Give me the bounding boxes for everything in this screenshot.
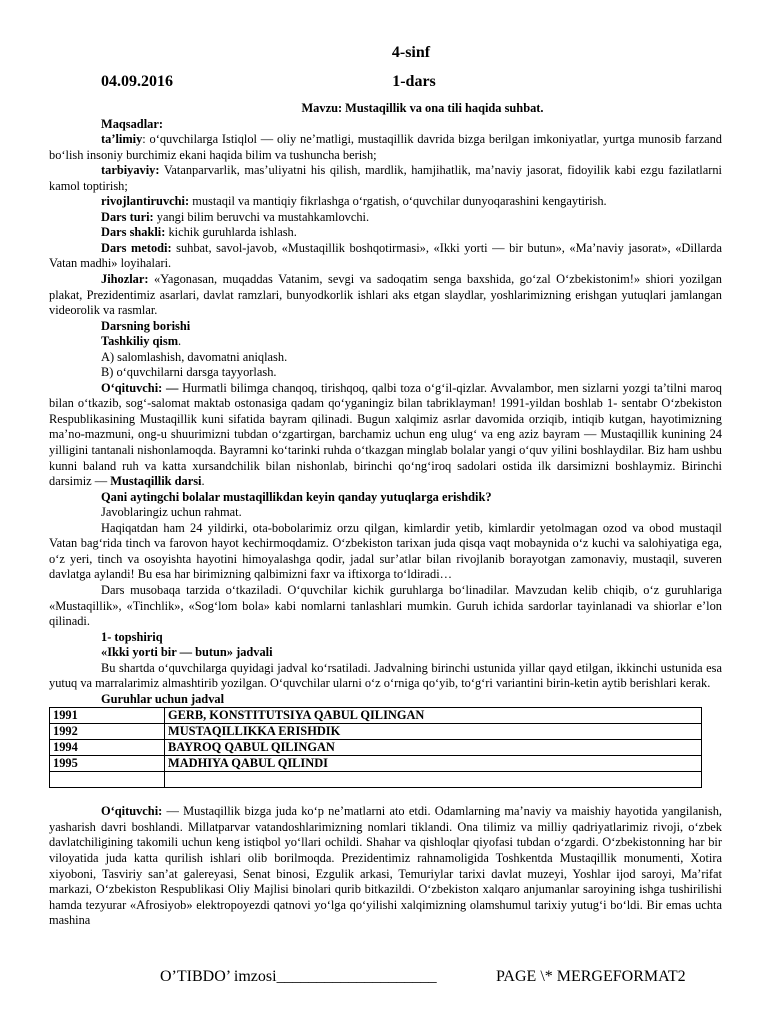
goal-item: ta’limiy: o‘quvchilarga Istiqlol — oliy ne’matligi, mustaqillik davrida bizga berilgan imkoniyatlar, yurtga munosib farzand bo‘lish insoniy burchimiz ekani haqida bilim va tushuncha berish; [49, 132, 722, 162]
event-cell [165, 772, 702, 788]
goal-item: Jihozlar: «Yagonasan, muqaddas Vatanim, sevgi va sadoqatim senga baxshida, go‘zal O‘zbekistonim!» shiori yozilgan plakat, Prezidentimiz asarlari, davlat ramzlari, bunyodkorlik ishlari aks etgan slaydlar, yoshlarimizning erishgan yutuqlari jamlangan videorolik va rasmlar. [49, 272, 722, 318]
table-row [50, 708, 702, 724]
history-paragraph: Haqiqatdan ham 24 yildirki, ota-bobolarimiz orzu qilgan, kimlardir yetib, kimlardir yetolmagan ozod va obod mustaqil Vatan bag‘rida tinch va farovon hayot kechirmoqdamiz. O‘zbekiston tarixan juda qisqa vaqt mobaynida o‘z kuchi va salohiyatiga ega, o‘z yeri, tinch va osoyishta hayotini himoyalashga qodir, jadal sur’atlar bilan rivojlanib borayotgan zamonaviy, mustaqil, suveren davlatga aylandi! Bu esa har birimizning qalbimizni faxr va iftixorga to‘ldiradi… [49, 520, 722, 582]
signature-line: O’TIBDO’ imzosi____________________ [160, 968, 437, 985]
task1-name: «Ikki yorti bir — butun» jadvali [101, 645, 273, 660]
task1-description: Bu shartda o‘quvchilarga quyidagi jadval ko‘rsatiladi. Jadvalning birinchi ustunida yillar qayd etilgan, ikkinchi ustunida esa yutuq va marralarimiz almashtirib yozilgan. O‘quvchilar ularni o‘z o‘rniga qo‘yib, to‘g‘ri variantini birin-ketin aytib berishlari kerak. [49, 660, 722, 691]
question: Qani aytingchi bolalar mustaqillikdan keyin qanday yutuqlarga erishdik? [101, 489, 492, 504]
org-heading: Tashkiliy qism. [101, 334, 182, 349]
task1-heading: 1- topshiriq [101, 629, 163, 644]
lesson-number: 1-dars [392, 73, 436, 90]
event-cell: MADHIYA QABUL QILINDI [165, 756, 702, 772]
goal-item: rivojlantiruvchi: mustaqil va mantiqiy fikrlashga o‘rgatish, o‘quvchilar dunyoqarashini kengaytirish. [101, 194, 607, 209]
spacer [49, 788, 722, 804]
org-item: B) o‘quvchilarni darsga tayyorlash. [101, 365, 277, 380]
year-cell: 1995 [50, 756, 165, 772]
year-cell: 1991 [50, 708, 165, 724]
table-title: Guruhlar uchun jadval [101, 691, 225, 706]
year-cell: 1992 [50, 724, 165, 740]
lesson-date: 04.09.2016 [101, 73, 173, 90]
lesson-topic: Mavzu: Mustaqillik va ona tili haqida suhbat. [301, 101, 544, 115]
goal-item: Dars metodi: suhbat, savol-javob, «Mustaqillik boshqotirmasi», «Ikki yorti — bir butun», «Ma’naviy jasorat», «Dillarda Vatan madhi» loyihalari. [49, 240, 722, 271]
document-body [49, 101, 722, 929]
table-row [50, 740, 702, 756]
table-row [50, 724, 702, 740]
page-footer [160, 968, 686, 986]
table-row [50, 772, 702, 788]
event-cell: BAYROQ QABUL QILINGAN [165, 740, 702, 756]
grade-heading: 4-sinf [391, 44, 431, 61]
goals-heading: Maqsadlar: [101, 116, 163, 131]
event-cell: GERB, KONSTITUTSIYA QABUL QILINGAN [165, 708, 702, 724]
goal-item: Dars shakli: kichik guruhlarda ishlash. [101, 225, 297, 240]
goal-item: tarbiyaviy: Vatanparvarlik, mas’uliyatni his qilish, mardlik, hamjihatlik, ma’naviy jasorat, fidoyilik kabi ezgu fazilatlarni kamol toptirish; [49, 163, 722, 193]
goal-item: Dars turi: yangi bilim beruvchi va mustahkamlovchi. [101, 209, 370, 224]
goals-list [49, 132, 722, 319]
page-field-code: PAGE \* MERGEFORMAT2 [496, 968, 686, 985]
org-item: A) salomlashish, davomatni aniqlash. [101, 349, 288, 364]
answers-thanks: Javoblaringiz uchun rahmat. [101, 505, 242, 520]
teacher-speech-2: O‘qituvchi: — Mustaqillik bizga juda ko‘p ne’matlarni ato etdi. Odamlarning ma’naviy va maishiy hayotida yangilanish, yasharish davri boshlandi. Millatparvar vatandoshlarimizning nomlari tiklandi. Ona tilimiz va milliy qadriyatlarimiz rivoji, o‘zbek davlatchiligining takomili uchun keng istiqbol yo‘llari ochildi. Shahar va qishloqlar qiyofasi tubdan o‘zgardi. O‘zbekistonning har bir viloyatida juda katta qurilish ishlari olib borilmoqda. Prezidentimiz rahnamoligida Toshkentda Mustaqillik monumenti, Xotira xiyoboni, Tasviriy san’at galereyasi, Senat binosi, Ezgulik arkasi, Temuriylar tarixi davlat muzeyi, Yoshlar ijod saroyi, Ma’rifat markazi, O‘zbekiston Respublikasi Oliy Majlisi binolari qurib bitkazildi. O‘zbekiston xalqaro anjumanlar saroyining ishga tushirilishi hamda tezyurar «Afrosiyob» elektropoyezdi qatnovi yo‘lga qo‘yilishi xalqimizning olamshumul tarixiy yutug‘i bo‘ldi. Bir emas uchta mashina [49, 804, 722, 928]
groups-table [49, 707, 702, 788]
groups-paragraph: Dars musobaqa tarzida o‘tkaziladi. O‘quvchilar kichik guruhlarga bo‘linadilar. Mavzudan kelib chiqib, o‘z guruhlariga «Mustaqillik», «Tinchlik», «Sog‘lom bola» kabi nomlarni tanlashlari mumkin. Guruh ichida sardorlar tayinlanadi va shiorlar e’lon qilinadi. [49, 582, 722, 629]
teacher-speech-1: O‘qituvchi: — Hurmatli bilimga chanqoq, tirishqoq, qalbi toza o‘g‘il-qizlar. Avvalambor, men sizlarni yozgi ta’tilni maroq bilan o‘tkazib, sog‘-salomat maktab ostonasiga qadam qo‘yganingiz bilan tabriklayman! 1991-yildan boshlab 1- sentabr O‘zbekiston Respublikasining Mustaqillik kuni sifatida bayram qilinadi. Bugun xalqimiz asrlar davomida orziqib, intiqib kutgan, hayotimizning ma’no-mazmuni, ong-u shuurimizni tubdan o‘zgartirgan, barchamiz uchun eng ulug‘ va eng aziz bayram — Mustaqillik kunining 24 yilligini tantanali nishonlamoqda. Bayramni ko‘tarinki ruhda o‘tkazgan minglab bolalar yangi o‘quv yilini boshlaydilar. Biz ham ushbu kunni baland ruh va katta xursandchilik bilan nishonlab, birinchi qo‘ng‘iroq sadolari ostida ilk darsimizni boshlaymiz. Birinchi darsimiz — Mustaqillik darsi. [49, 380, 723, 489]
event-cell: MUSTAQILLIKKA ERISHDIK [165, 724, 702, 740]
year-cell [50, 772, 165, 788]
table-row [50, 756, 702, 772]
progress-heading: Darsning borishi [101, 318, 191, 333]
year-cell: 1994 [50, 740, 165, 756]
